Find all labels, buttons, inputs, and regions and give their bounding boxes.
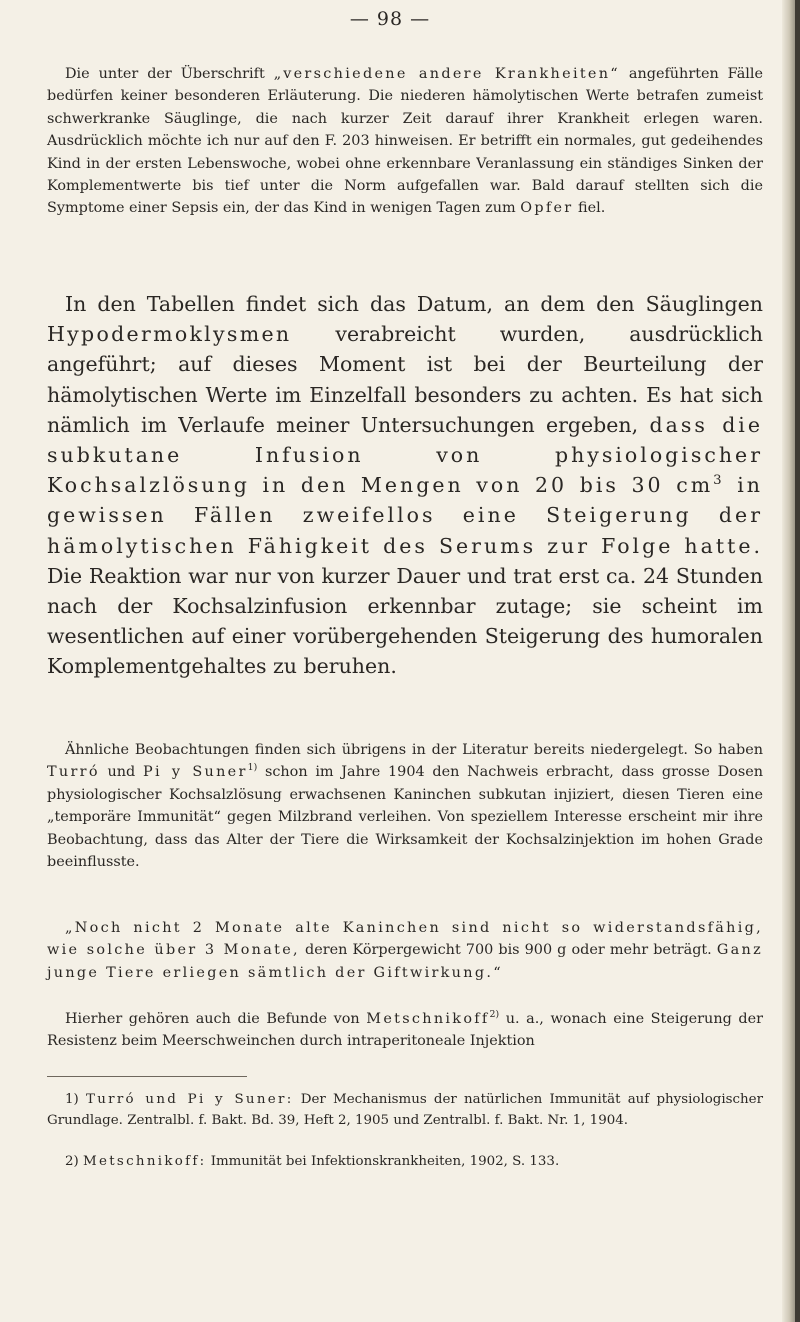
emphasis-opfer: Opfer bbox=[520, 200, 574, 217]
footnote-2: 2) Metschnikoff: Immunität bei Infektionskrankheiten, 1902, S. 133. bbox=[65, 1154, 560, 1169]
paragraph-metschnikoff: Hierher gehören auch die Befunde von Metschnikoff$^{2)}$ u. a., wonach eine Steigerung der Resistenz beim Meerschweinchen durch intraperitoneale Injektion bbox=[47, 1009, 763, 1050]
page-number: — 98 — bbox=[349, 8, 431, 30]
footnote-ref-1: 1) bbox=[247, 762, 258, 774]
footnote-1-authors: Turró und Pi y Suner: bbox=[85, 1092, 294, 1107]
quote-emphasis-young: Ganz junge Tiere erliegen sämtlich der Giftwirkung.“ bbox=[47, 942, 763, 981]
emphasis-heading-reference: „verschiedene andere Krankheiten“ bbox=[273, 66, 620, 82]
author-turro: Turró bbox=[47, 764, 100, 781]
footnote-ref-2: 2) bbox=[489, 1009, 500, 1021]
paragraph-literature: Ähnliche Beobachtungen finden sich übrigens in der Literatur bereits niedergelegt. So haben Turró und Pi y Suner$^{1)}$ schon im Jahre 1904 den Nachweis erbracht, dass grosse Dosen physiologischer Kochsalzlösung erwachsenen Kaninchen subkutan injiziert, diesen Tieren eine „temporäre Immunität“ gegen Milzbrand verleihen. Von speziellem Interesse erscheint mir ihre Beobachtung, dass das Alter der Tiere die Wirksamkeit der Kochsalzinjektion im hohen Grade beeinflusste. bbox=[47, 742, 763, 871]
emphasis-main-finding: dass die subkutane Infusion von physiologischer Kochsalzlösung in den Mengen von 20 bis 30 $cm^3$ in gewissen Fällen zweifellos eine Steigerung der hämolytischen Fähigkeit des Serums zur Folge hatte. bbox=[47, 412, 764, 558]
footnote-2-author: Metschnikoff: bbox=[83, 1154, 207, 1169]
paragraph-hypodermoclysis: In den Tabellen findet sich das Datum, an dem den Säuglingen Hypodermoklysmen verabreicht wurden, ausdrücklich angeführt; auf dieses Moment ist bei der Beurteilung der hämolytischen Werte im Einzelfall besonders zu achten. Es hat sich nämlich im Verlaufe meiner Untersuchungen ergeben, dass die subkutane Infusion von physiologischer Kochsalzlösung in den Mengen von 20 bis 30 $cm^3$ in gewissen Fällen zweifellos eine Steigerung der hämolytischen Fähigkeit des Serums zur Folge hatte. Die Reaktion war nur von kurzer Dauer und trat erst ca. 24 Stunden nach der Kochsalzinfusion erkennbar zutage; sie scheint im wesentlichen auf einer vorübergehenden Steigerung des humoralen Komplementgehaltes zu beruhen. bbox=[47, 292, 764, 679]
paragraph-various-diseases: Die unter der Überschrift „verschiedene andere Krankheiten“ angeführten Fälle bedürfen keiner besonderen Erläuterung. Die niederen hämolytischen Werte betrafen zumeist schwerkranke Säuglinge, die nach kurzer Zeit darauf ihrer Krankheit erlegen waren. Ausdrücklich möchte ich nur auf den F. 203 hinweisen. Er betrifft ein normales, gut gedeihendes Kind in der ersten Lebenswoche, wobei ohne erkennbare Veranlassung ein ständiges Sinken der Komplementwerte bis tief unter die Norm aufgefallen war. Bald darauf stellten sich die Symptome einer Sepsis ein, der das Kind in wenigen Tagen zum Opfer fiel. bbox=[47, 66, 763, 217]
binding-edge bbox=[795, 0, 800, 1322]
quote-emphasis-age: „Noch nicht 2 Monate alte Kaninchen sind nicht so widerstandsfähig, wie solche über 3 Monate, bbox=[47, 920, 763, 959]
footnote-1: 1) Turró und Pi y Suner: Der Mechanismus der natürlichen Immunität auf physiologischer Grundlage. Zentralbl. f. Bakt. Bd. 39, Heft 2, 1905 und Zentralbl. f. Bakt. Nr. 1, 1904. bbox=[47, 1092, 763, 1128]
emphasis-hypodermoklysmen: Hypodermoklysmen bbox=[47, 322, 292, 347]
author-pi-y-suner: Pi y Suner bbox=[142, 764, 248, 781]
paragraph-quotation: „Noch nicht 2 Monate alte Kaninchen sind nicht so widerstandsfähig, wie solche über 3 Monate, deren Körpergewicht 700 bis 900 g oder mehr beträgt. Ganz junge Tiere erliegen sämtlich der Giftwirkung.“ bbox=[47, 920, 763, 981]
author-metschnikoff: Metschnikoff bbox=[366, 1011, 490, 1027]
footnote-divider bbox=[47, 1076, 247, 1077]
